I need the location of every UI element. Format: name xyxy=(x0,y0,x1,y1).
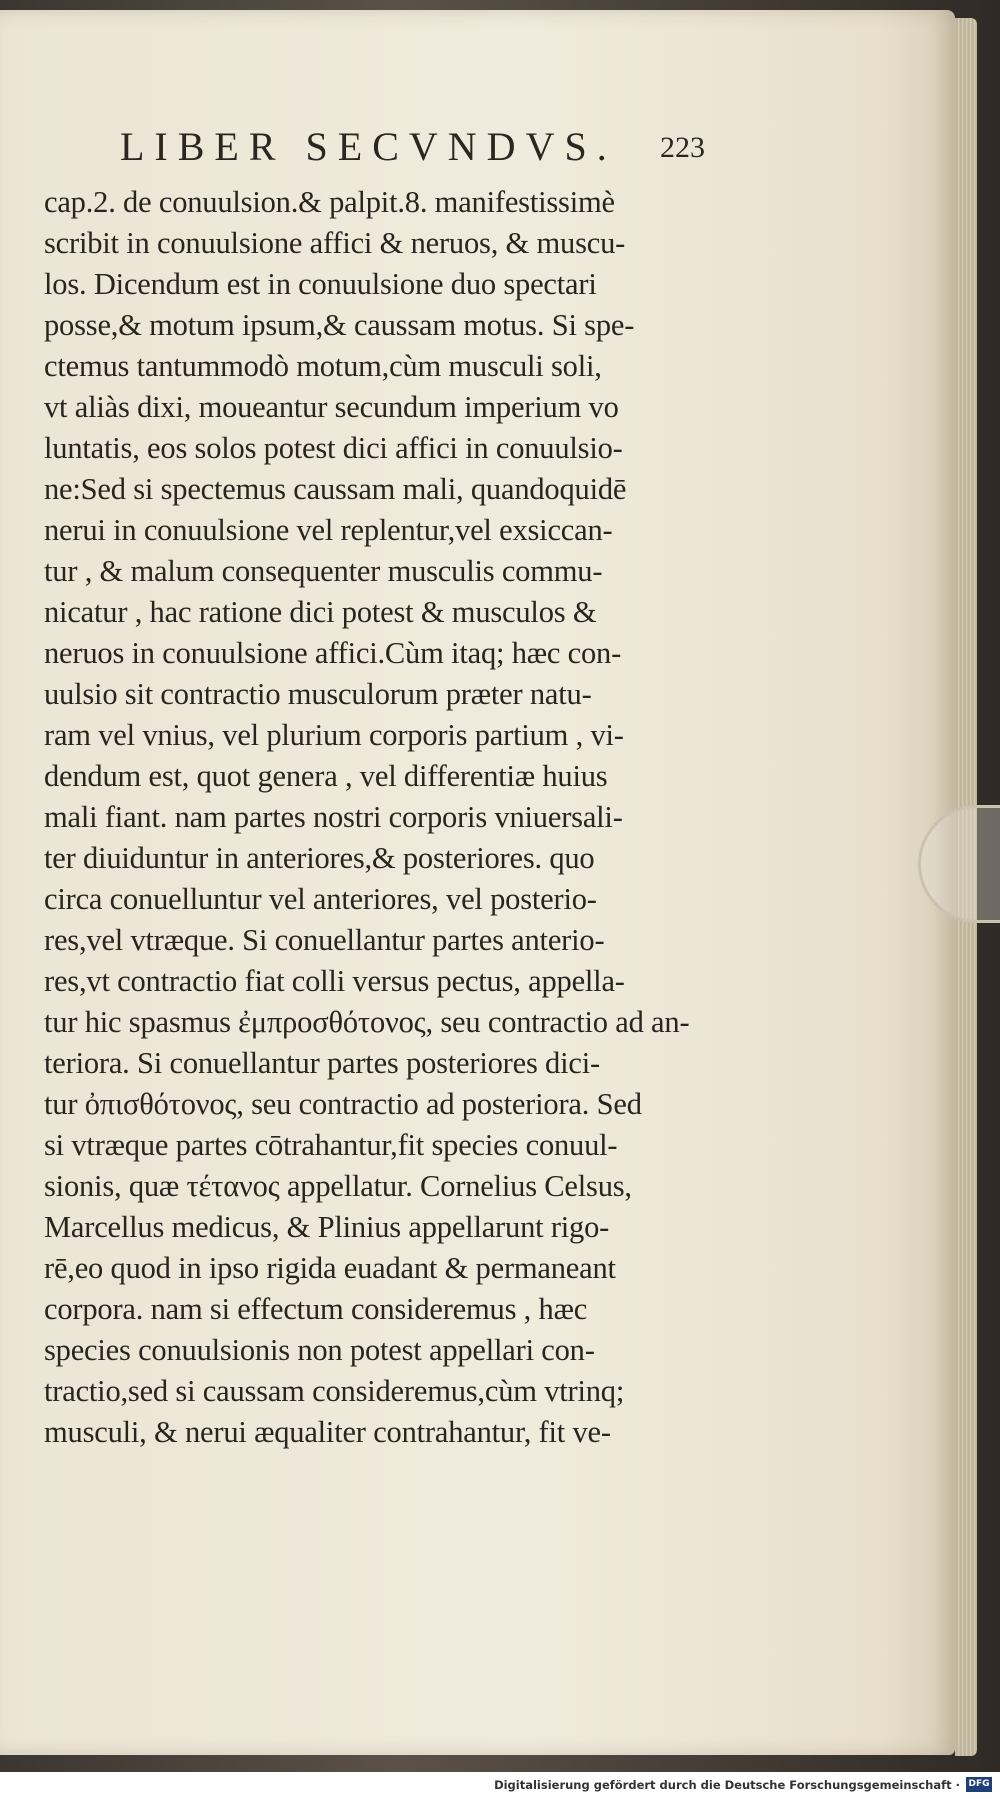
text-line: mali fiant. nam partes nostri corporis vniuersali- xyxy=(44,800,623,834)
text-line: nerui in conuulsione vel replentur,vel exsiccan- xyxy=(44,513,613,547)
book-page xyxy=(0,10,955,1755)
text-line: tur ὀπισθότονος, seu contractio ad posteriora. Sed xyxy=(44,1087,642,1121)
text-line: ram vel vnius, vel plurium corporis partium , vi- xyxy=(44,718,624,752)
text-line: ne:Sed si spectemus caussam mali, quandoquidē xyxy=(44,472,627,506)
body-text xyxy=(44,182,724,1453)
text-line: sionis, quæ τέτανος appellatur. Cornelius Celsus, xyxy=(44,1169,632,1203)
text-line: tur , & malum consequenter musculis commu- xyxy=(44,554,603,588)
text-line: musculi, & nerui æqualiter contrahantur, fit ve- xyxy=(44,1415,611,1449)
text-line: uulsio sit contractio musculorum præter natu- xyxy=(44,677,592,711)
text-line: tur hic spasmus ἐμπροσθότονος, seu contractio ad an- xyxy=(44,1005,690,1039)
running-head xyxy=(0,123,955,173)
footer-bar xyxy=(0,1772,1000,1799)
text-line: species conuulsionis non potest appellari con- xyxy=(44,1333,595,1367)
text-line: ctemus tantummodò motum,cùm musculi soli, xyxy=(44,349,602,383)
text-line: posse,& motum ipsum,& caussam motus. Si spe- xyxy=(44,308,635,342)
text-line: rē,eo quod in ipso rigida euadant & permaneant xyxy=(44,1251,616,1285)
text-line: Marcellus medicus, & Plinius appellarunt rigo- xyxy=(44,1210,610,1244)
text-line: dendum est, quot genera , vel differentiæ huius xyxy=(44,759,608,793)
text-line: ter diuiduntur in anteriores,& posteriores. quo xyxy=(44,841,595,875)
text-line: nicatur , hac ratione dici potest & musculos & xyxy=(44,595,597,629)
text-line: res,vt contractio fiat colli versus pectus, appella- xyxy=(44,964,625,998)
running-head-title: LIBER SECVNDVS. xyxy=(120,124,617,169)
page-number: 223 xyxy=(660,131,705,164)
footer-credit: Digitalisierung gefördert durch die Deutsche Forschungsgemeinschaft · xyxy=(494,1778,960,1792)
dfg-logo: DFG xyxy=(966,1777,992,1792)
text-line: los. Dicendum est in conuulsione duo spectari xyxy=(44,267,597,301)
text-line: neruos in conuulsione affici.Cùm itaq; hæc con- xyxy=(44,636,622,670)
text-line: cap.2. de conuulsion.& palpit.8. manifestissimè xyxy=(44,185,615,219)
text-line: tractio,sed si caussam consideremus,cùm vtrinq; xyxy=(44,1374,625,1408)
text-line: si vtræque partes cōtrahantur,fit species conuul- xyxy=(44,1128,618,1162)
text-line: teriora. Si conuellantur partes posteriores dici- xyxy=(44,1046,600,1080)
text-line: corpora. nam si effectum consideremus , hæc xyxy=(44,1292,588,1326)
text-line: res,vel vtræque. Si conuellantur partes anterio- xyxy=(44,923,605,957)
text-line: vt aliàs dixi, moueantur secundum imperium vo xyxy=(44,390,619,424)
text-line: scribit in conuulsione affici & neruos, & muscu- xyxy=(44,226,626,260)
text-line: circa conuelluntur vel anteriores, vel posterio- xyxy=(44,882,597,916)
text-line: luntatis, eos solos potest dici affici in conuulsio- xyxy=(44,431,623,465)
